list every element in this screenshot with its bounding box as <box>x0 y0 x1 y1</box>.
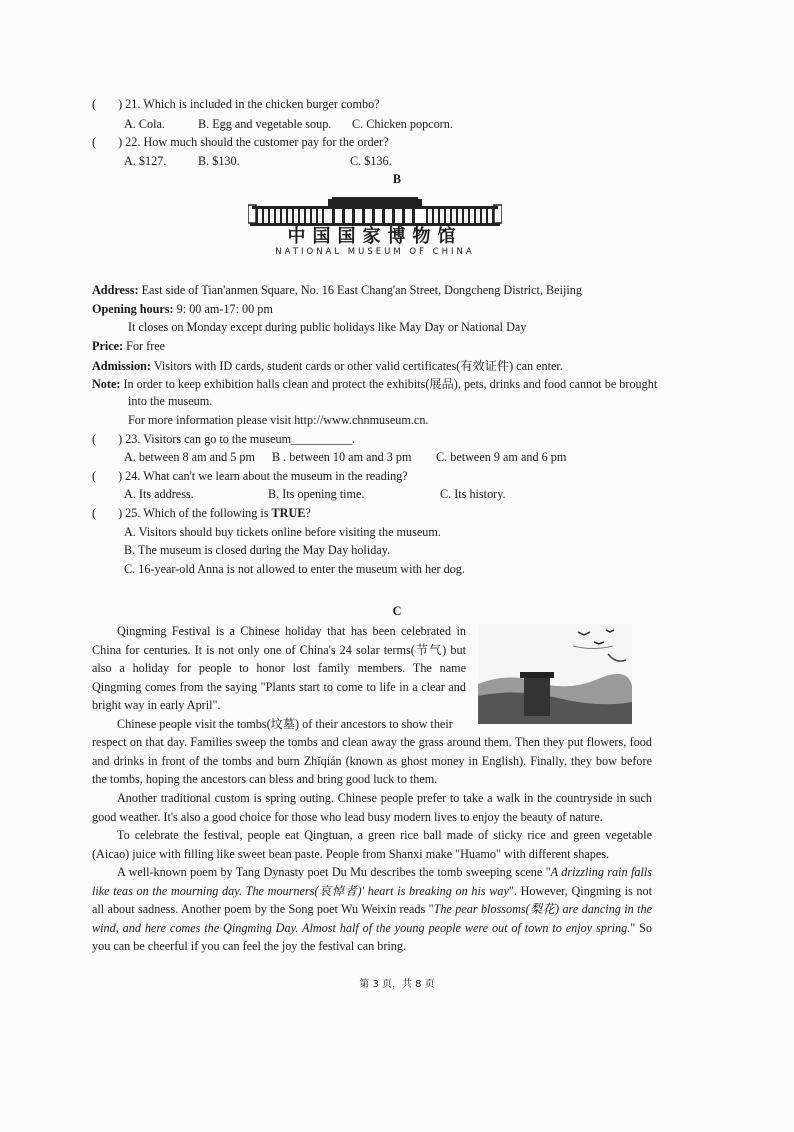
answer-paren-close: ) <box>118 469 123 483</box>
question-21 <box>92 97 380 112</box>
hours-note: It closes on Monday except during public holidays like May Day or National Day <box>128 320 527 334</box>
option-a[interactable]: A. $127. <box>124 154 167 168</box>
hours-value: 9: 00 am-17: 00 pm <box>176 302 273 316</box>
answer-paren-close: ) <box>118 432 123 446</box>
question-text: 21. Which is included in the chicken burger combo? <box>125 97 380 111</box>
option-b[interactable]: B. The museum is closed during the May Day holiday. <box>124 543 391 557</box>
answer-paren[interactable]: ( <box>92 469 97 483</box>
section-c-heading: C <box>392 604 402 618</box>
option-b[interactable]: B . between 10 am and 3 pm <box>272 450 412 464</box>
note-line-2: into the museum. <box>128 394 213 408</box>
option-b[interactable]: B. Its opening time. <box>268 487 365 501</box>
admission-value: Visitors with ID cards, student cards or other valid certificates(有效证件) can enter. <box>153 359 563 373</box>
paragraph-5 <box>92 863 652 956</box>
answer-paren[interactable]: ( <box>92 506 97 520</box>
paragraph-3: Another traditional custom is spring outing. Chinese people prefer to take a walk in the countryside in such good weather. It's also a good choice for those who lead busy modern lives to enjoy the beauty of nature. <box>92 791 652 824</box>
question-text: 24. What can't we learn about the museum in the reading? <box>125 469 408 483</box>
option-c[interactable]: C. 16-year-old Anna is not allowed to enter the museum with her dog. <box>124 562 465 576</box>
p5-text-a: A well-known poem by Tang Dynasty poet Du Mu describes the tomb sweeping scene " <box>117 865 551 879</box>
museum-building-icon <box>248 197 502 227</box>
question-text: 23. Visitors can go to the museum__________. <box>125 432 356 446</box>
question-text: 25. Which of the following is <box>125 506 272 520</box>
p5-text-b: ". However, Qingming is not all about sadness. Another poem by the Song poet Wu Weixin reads " <box>92 883 652 917</box>
question-25 <box>92 506 311 521</box>
question-23 <box>92 432 355 447</box>
note-value: In order to keep exhibition halls clean and protect the exhibits(展品), pets, drinks and food cannot be brought <box>123 377 658 391</box>
note-label: Note: <box>92 377 121 391</box>
answer-paren[interactable]: ( <box>92 135 97 149</box>
paragraph-2: respect on that day. Families sweep the tombs and clean away the grass around them. Then they put flowers, food and drinks in front of the tombs and burn Zhǐqián (known as ghost money in English). Finally, they bow before the tombs, hoping the ancestors can bless and bring good luck to them. <box>92 735 652 787</box>
price-label: Price: <box>92 339 124 353</box>
question-mark: ? <box>305 506 311 520</box>
p5-text-c: " So you can be cheerful if you can feel the joy the festival can bring. <box>92 920 652 954</box>
option-c[interactable]: C. $136. <box>350 154 392 168</box>
page-footer: 第 3 页，共 8 页 <box>359 979 435 990</box>
question-24 <box>92 469 408 484</box>
answer-paren[interactable]: ( <box>92 97 97 111</box>
option-a[interactable]: A. Visitors should buy tickets online before visiting the museum. <box>124 525 441 539</box>
museum-name-cn: 中国国家博物馆 <box>287 226 463 247</box>
option-b[interactable]: B. Egg and vegetable soup. <box>198 117 332 131</box>
poem-du-mu: A drizzling rain falls like teas on the mourning day. The mourners(哀悼者)' heart is breaking on his way <box>92 865 652 898</box>
answer-paren[interactable]: ( <box>92 432 97 446</box>
address-value: East side of Tian'anmen Square, No. 16 East Chang'an Street, Dongcheng District, Beijing <box>141 283 582 297</box>
paragraph-2-start: Chinese people visit the tombs(坟墓) of their ancestors to show their <box>117 717 453 731</box>
question-22 <box>92 135 389 150</box>
admission-line <box>92 357 563 374</box>
paragraph-1: Qingming Festival is a Chinese holiday that has been celebrated in China for centuries. It is not only one of China's 24 solar terms(节气) but also a holiday for people to honor lost family members. The name Qingming comes from the saying "Plants start to come to life in a clear and bright way in early April". <box>92 624 466 713</box>
qingming-illustration <box>478 624 632 724</box>
museum-name-en: NATIONAL MUSEUM OF CHINA <box>275 247 475 257</box>
price-line <box>92 339 165 354</box>
answer-paren-close: ) <box>118 97 123 111</box>
answer-paren-close: ) <box>118 506 123 520</box>
option-a[interactable]: A. Cola. <box>124 117 165 131</box>
answer-paren-close: ) <box>118 135 123 149</box>
price-value: For free <box>126 339 166 353</box>
option-c[interactable]: C. between 9 am and 6 pm <box>436 450 567 464</box>
note-line <box>92 375 657 392</box>
poem-wu-weixin: The pear blossoms(梨花) are dancing in the wind, and here comes the Qingming Day. Almost half of the young people were out of town to enjoy spring. <box>92 902 652 935</box>
paragraph-4: To celebrate the festival, people eat Qingtuan, a green rice ball made of sticky rice and green vegetable (Aicao) juice with filling like sweet bean paste. People from Shanxi make "Huamo" with different shapes. <box>92 828 652 861</box>
hours-line <box>92 302 273 317</box>
question-emphasis: TRUE <box>271 506 306 520</box>
museum-logo <box>248 197 502 257</box>
option-c[interactable]: C. Chicken popcorn. <box>352 117 453 131</box>
admission-label: Admission: <box>92 359 151 373</box>
hours-label: Opening hours: <box>92 302 174 316</box>
address-line <box>92 283 582 298</box>
option-c[interactable]: C. Its history. <box>440 487 506 501</box>
option-b[interactable]: B. $130. <box>198 154 240 168</box>
more-info: For more information please visit http://www.chnmuseum.cn. <box>128 413 429 427</box>
section-b-heading: B <box>392 172 402 186</box>
question-text: 22. How much should the customer pay for the order? <box>125 135 389 149</box>
option-a[interactable]: A. Its address. <box>124 487 194 501</box>
address-label: Address: <box>92 283 139 297</box>
option-a[interactable]: A. between 8 am and 5 pm <box>124 450 255 464</box>
